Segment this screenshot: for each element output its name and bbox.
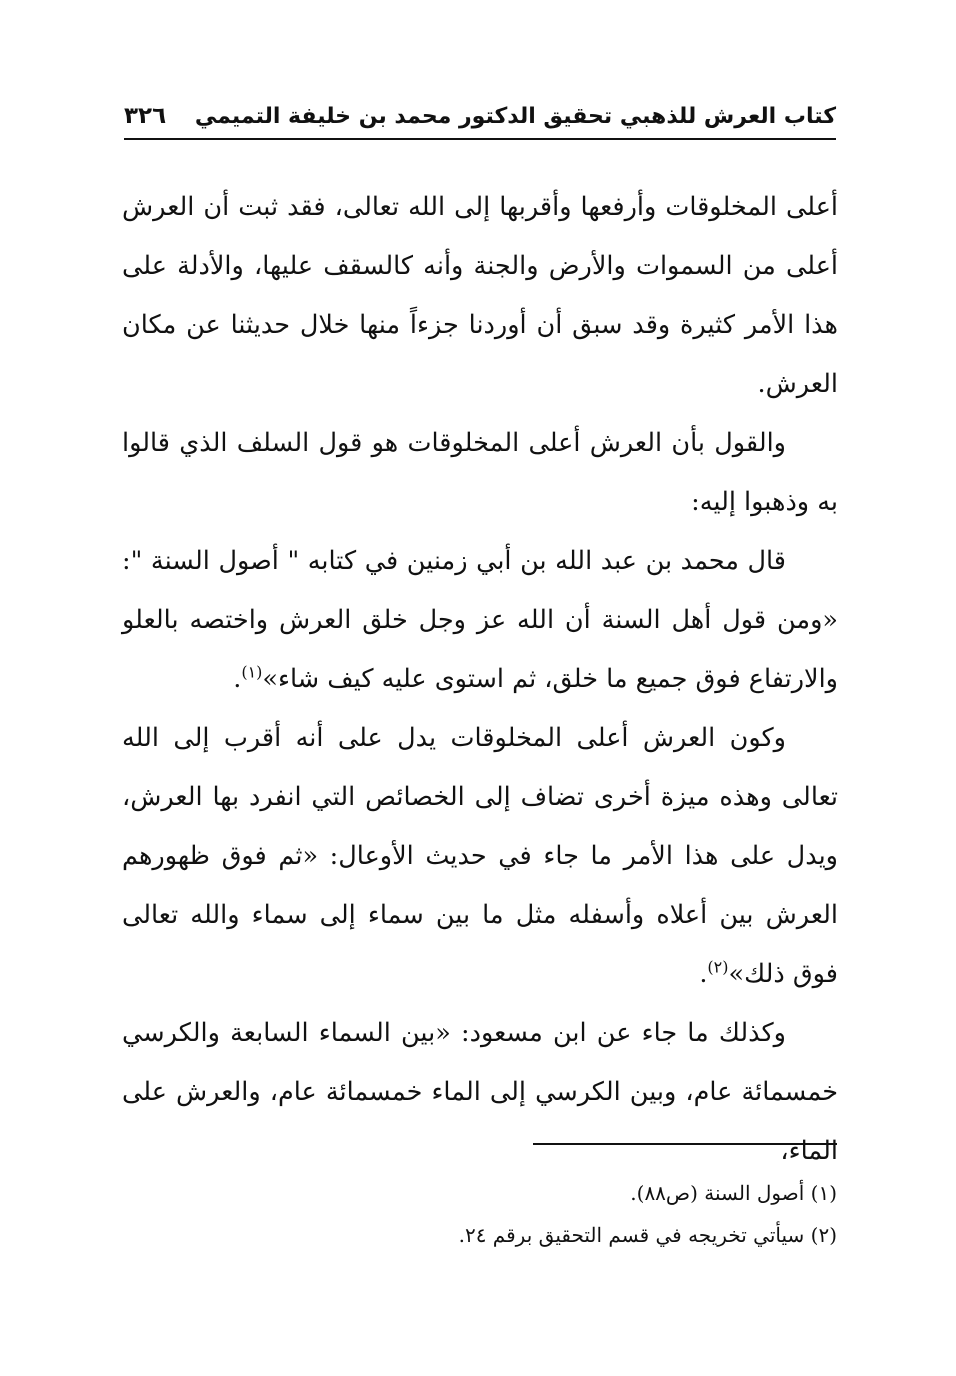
page-number: ٣٢٦ [124,103,167,129]
footnote-2: (٢) سيأتي تخريجه في قسم التحقيق برقم ٢٤. [458,1223,837,1247]
footnote-ref-2[interactable]: (٢) [707,957,729,977]
paragraph-3-end: . [233,664,242,694]
footnote-separator [533,1143,837,1145]
paragraph-3-text: قال محمد بن عبد الله بن أبي زمنين في كتابه " أصول السنة ": «ومن قول أهل السنة أن الله عز وجل خلق العرش واختصه بالعلو والارتفاع فوق جميع ما خلق، ثم استوى عليه كيف شاء» [122,546,838,694]
running-header [124,94,836,140]
header-title: كتاب العرش للذهبي تحقيق الدكتور محمد بن خليفة التميمي [194,103,836,129]
paragraph-4 [122,709,838,1004]
body-text [122,178,838,1181]
paragraph-1: أعلى المخلوقات وأرفعها وأقربها إلى الله تعالى، فقد ثبت أن العرش أعلى من السموات والأرض والجنة وأنه كالسقف عليها، والأدلة على هذا الأمر كثيرة وقد سبق أن أوردنا جزءاً منها خلال حديثنا عن مكان العرش. [122,192,838,399]
paragraph-2: والقول بأن العرش أعلى المخلوقات هو قول السلف الذي قالوا به وذهبوا إليه: [122,428,838,517]
paragraph-5: وكذلك ما جاء عن ابن مسعود: «بين السماء السابعة والكرسي خمسمائة عام، وبين الكرسي إلى الماء خمسمائة عام، والعرش على الماء، [122,1018,838,1166]
footnotes [300,1172,837,1256]
paragraph-3 [122,532,838,709]
paragraph-4-end: . [699,959,708,989]
footnote-ref-1[interactable]: (١) [241,662,263,682]
footnote-1: (١) أصول السنة (ص٨٨). [630,1181,837,1205]
paragraph-4-text: وكون العرش أعلى المخلوقات يدل على أنه أقرب إلى الله تعالى وهذه ميزة أخرى تضاف إلى الخصائص التي انفرد بها العرش، ويدل على هذا الأمر ما جاء في حديث الأوعال: «ثم فوق ظهورهم العرش بين أعلاه وأسفله مثل ما بين سماء إلى سماء والله تعالى فوق ذلك» [122,723,838,989]
